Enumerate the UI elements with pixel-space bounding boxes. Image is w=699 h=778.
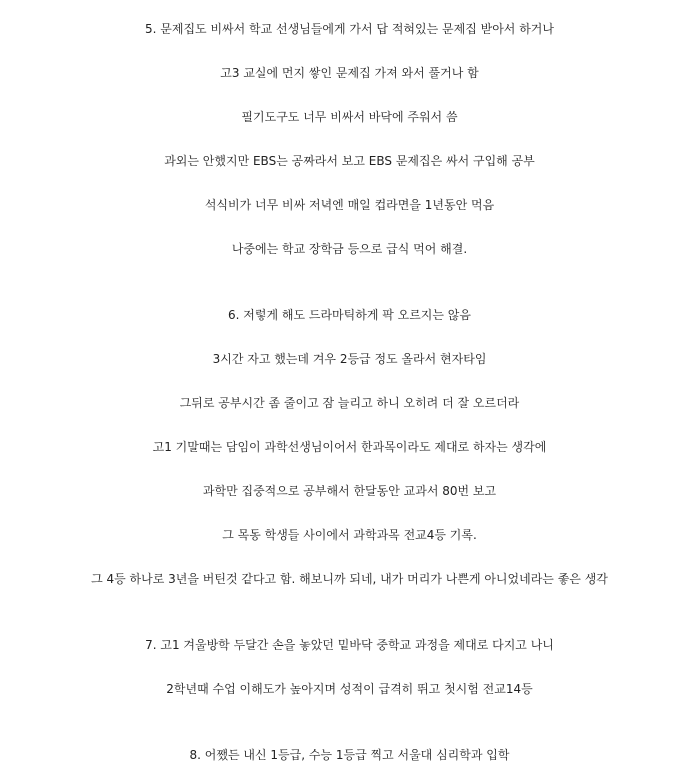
section-heading: 7. 고1 겨울방학 두달간 손을 놓았던 밑바닥 중학교 과정을 제대로 다지고 나니 [145,638,554,652]
text-line: 과학만 집중적으로 공부해서 한달동안 교과서 80번 보고 [202,484,497,498]
text-line: 5. 문제집도 비싸서 학교 선생님들에게 가서 답 적혀있는 문제집 받아서 하거나 [145,22,554,36]
text-line: 그 4등 하나로 3년을 버틴것 같다고 함. 해보니까 되네, 내가 머리가 나쁜게 아니었네라는 좋은 생각 [91,572,608,586]
section-heading: 8. 어쨌든 내신 1등급, 수능 1등급 찍고 서울대 심리학과 입학 [189,748,510,762]
section-heading: 6. 저렇게 해도 드라마틱하게 팍 오르지는 않음 [228,308,471,322]
text-line: 필기도구도 너무 비싸서 바닥에 주워서 씀 [241,110,458,124]
text-line: 고1 기말때는 담임이 과학선생님이어서 한과목이라도 제대로 하자는 생각에 [152,440,547,454]
text-line: 과외는 안했지만 EBS는 공짜라서 보고 EBS 문제집은 싸서 구입해 공부 [164,154,535,168]
text-line: 그뒤로 공부시간 좀 줄이고 잠 늘리고 하니 오히려 더 잘 오르더라 [179,396,520,410]
text-line: 고3 교실에 먼지 쌓인 문제집 가져 와서 풀거나 함 [220,66,479,80]
text-line: 석식비가 너무 비싸 저녁엔 매일 컵라면을 1년동안 먹음 [204,198,495,212]
text-line: 2학년때 수업 이해도가 높아지며 성적이 급격히 뛰고 첫시험 전교14등 [166,682,533,696]
text-line: 나중에는 학교 장학금 등으로 급식 먹어 해결. [231,242,468,256]
text-line: 그 목동 학생들 사이에서 과학과목 전교4등 기록. [222,528,477,542]
text-line: 3시간 자고 했는데 겨우 2등급 정도 올라서 현자타임 [212,352,487,366]
